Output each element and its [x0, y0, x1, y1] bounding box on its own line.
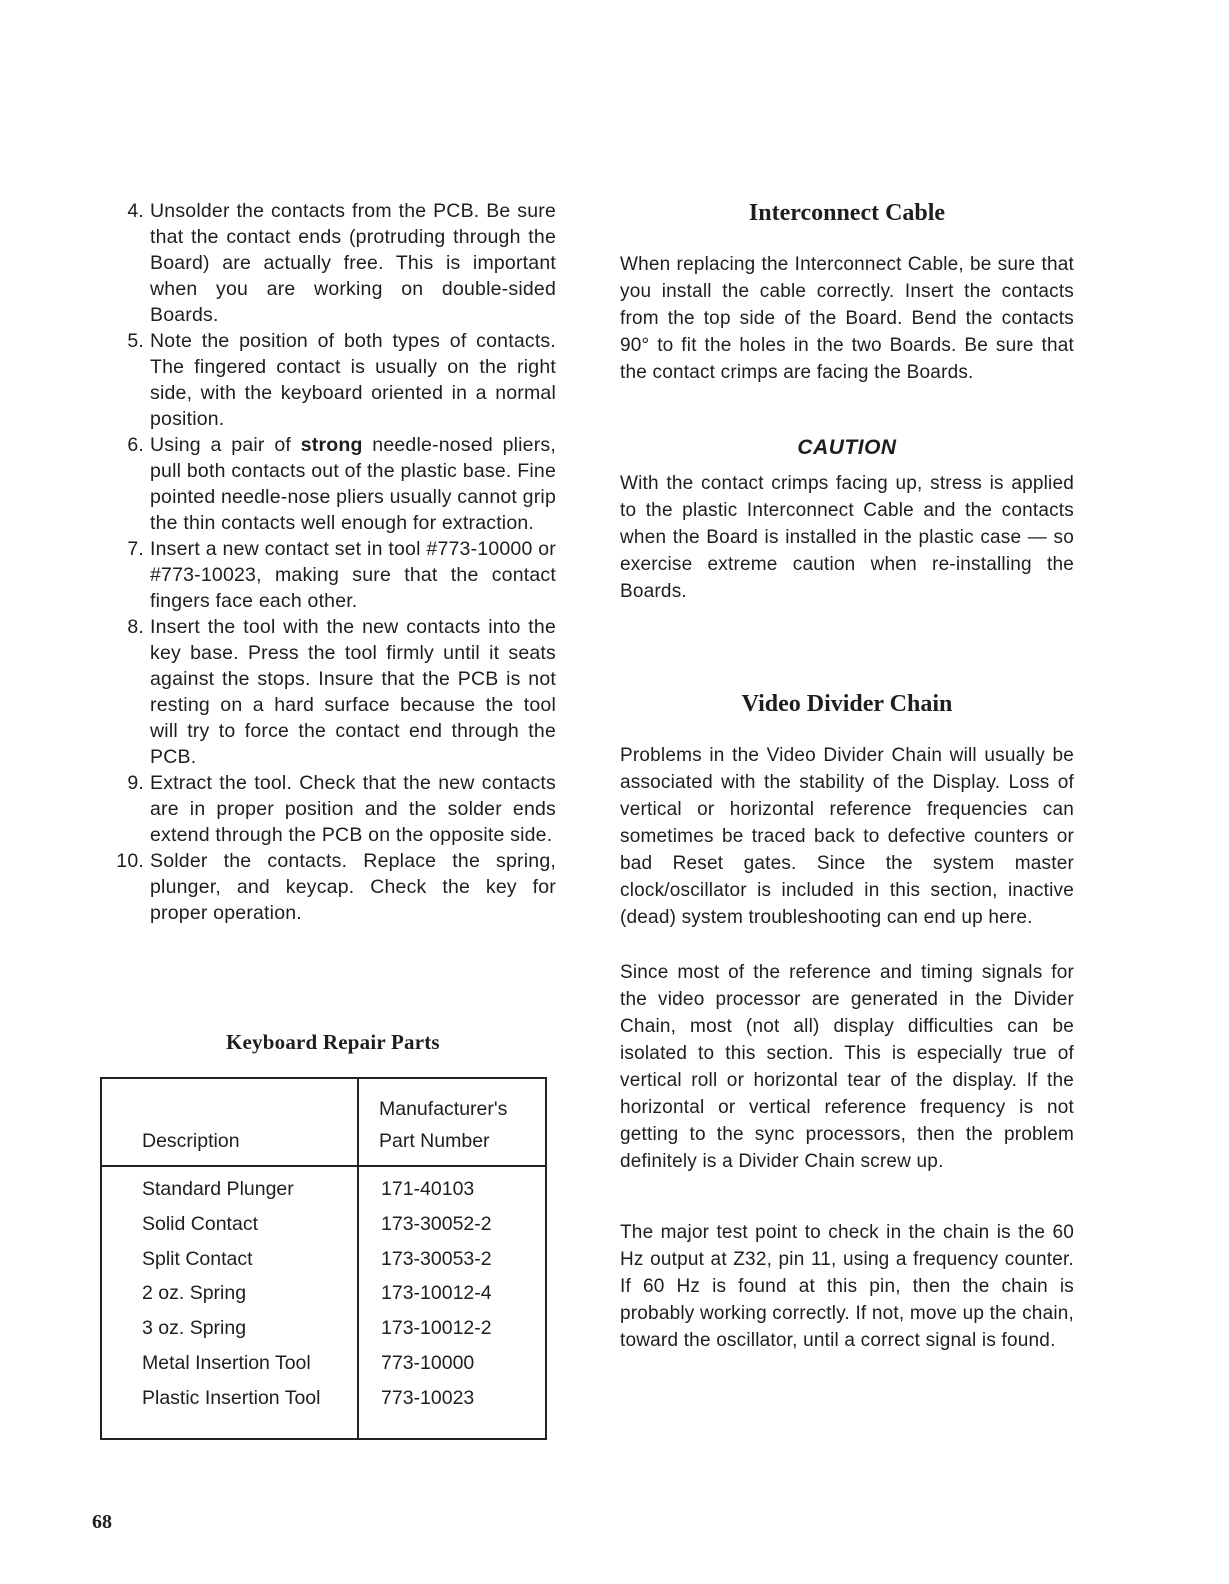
step-7: 7. Insert a new contact set in tool #773-10000 or #773-10023, making sure that the contact fingers face each other.: [127, 538, 556, 612]
table-row: 2 oz. Spring 173-10012-4: [142, 1282, 492, 1305]
step-5: 5. Note the position of both types of contacts. The fingered contact is usually on the right side, with the keyboard oriented in a normal position.: [127, 330, 556, 430]
table-row: Split Contact 173-30053-2: [142, 1247, 492, 1270]
caution-heading: CAUTION: [797, 436, 897, 459]
step-4: 4. Unsolder the contacts from the PCB. Be sure that the contact ends (protruding through the Board) are actually free. This is important when you are working on double-sided Boards.: [127, 200, 556, 326]
table-body: [102, 1173, 545, 1417]
emphasis-strong: strong: [300, 434, 363, 456]
table-row: Standard Plunger 171-40103: [142, 1178, 475, 1200]
column-header-description: Description: [142, 1130, 240, 1152]
video-divider-paragraph-3: The major test point to check in the chain is the 60 Hz output at Z32, pin 11, using a frequency counter. If 60 Hz is found at this pin, then the chain is probably working correctly. If not, move up the chain, toward the oscillator, until a correct signal is found.: [620, 1222, 1074, 1351]
right-column: [620, 200, 1074, 1354]
step-8: 8. Insert the tool with the new contacts into the key base. Press the tool firmly until it seats against the stops. Insure that the PCB is not resting on a hard surface because the tool will try to force the contact end through the PCB.: [127, 616, 556, 768]
table-row: Metal Insertion Tool 773-10000: [142, 1351, 475, 1374]
step-6: 6. Using a pair of strong needle-nosed pliers, pull both contacts out of the plastic base. Fine pointed needle-nose pliers usually cannot grip the thin contacts well enough for extraction.: [127, 434, 556, 534]
parts-table-title: Keyboard Repair Parts: [226, 1030, 440, 1054]
page-number: 68: [92, 1511, 112, 1533]
procedure-steps: [112, 198, 556, 926]
step-10: 10. Solder the contacts. Replace the spring, plunger, and keycap. Check the key for proper operation.: [116, 850, 556, 924]
table-header-divider: [102, 1165, 545, 1167]
interconnect-cable-text: When replacing the Interconnect Cable, be sure that you install the cable correctly. Insert the contacts from the top side of the Board. Bend the contacts 90° to fit the holes in the two Boards. Be sure that the contact crimps are facing the Boards.: [620, 254, 1074, 383]
table-row: 3 oz. Spring 173-10012-2: [142, 1317, 492, 1340]
procedure-column: [112, 198, 556, 926]
table-row: Solid Contact 173-30052-2: [142, 1212, 492, 1235]
keyboard-parts-table: [100, 1077, 547, 1440]
step-9: 9. Extract the tool. Check that the new contacts are in proper position and the solder ends extend through the PCB on the opposite side.: [127, 772, 556, 846]
video-divider-chain-heading: Video Divider Chain: [741, 691, 953, 717]
column-header-part-number: Manufacturer's Part Number: [379, 1098, 508, 1152]
video-divider-paragraph-2: Since most of the reference and timing signals for the video processor are generated in the Divider Chain, most (not all) display difficulties can be isolated to this section. This is especially true of vertical roll or horizontal tear of the display. If the horizontal or vertical reference frequency is not getting to the sync processors, then the problem definitely is a Divider Chain screw up.: [620, 962, 1074, 1172]
video-divider-paragraph-1: Problems in the Video Divider Chain will usually be associated with the stability of the Display. Loss of vertical or horizontal reference frequencies can sometimes be traced back to defective counters or bad Reset gates. Since the system master clock/oscillator is included in this section, inactive (dead) system troubleshooting can end up here.: [620, 745, 1074, 928]
table-row: Plastic Insertion Tool 773-10023: [142, 1386, 475, 1409]
caution-text: With the contact crimps facing up, stress is applied to the plastic Interconnect Cable and the contacts when the Board is installed in the plastic case — so exercise extreme caution when re-installing the Boards.: [620, 473, 1074, 602]
interconnect-cable-heading: Interconnect Cable: [748, 200, 946, 226]
